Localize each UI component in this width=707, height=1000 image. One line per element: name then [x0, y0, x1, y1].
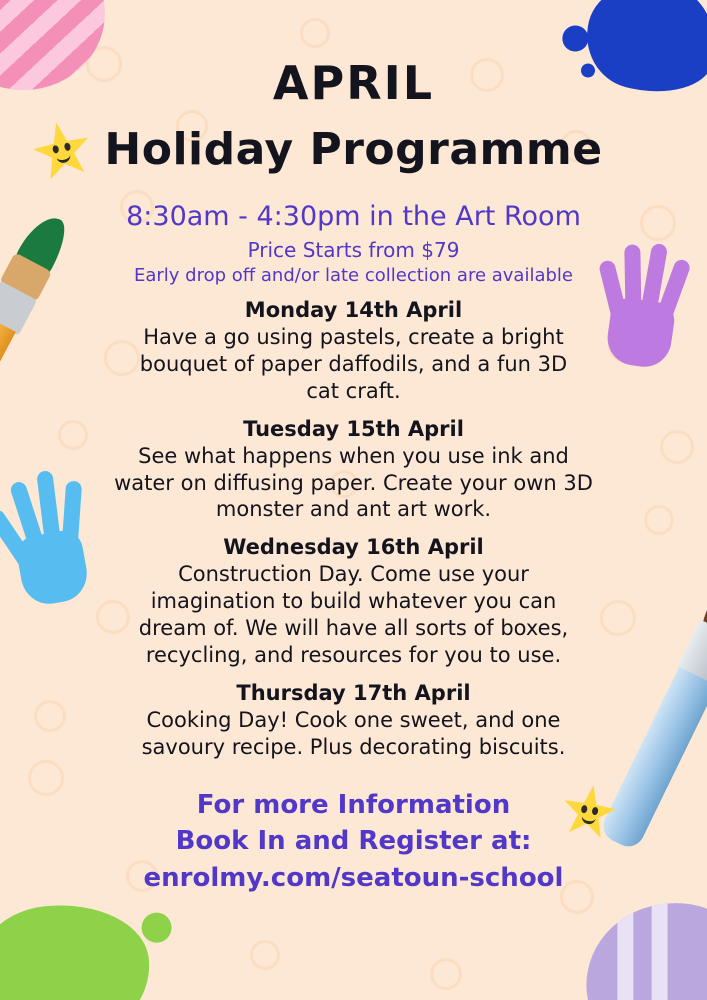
background-circle [430, 958, 462, 990]
day-description: Cooking Day! Cook one sweet, and one savoury recipe. Plus decorating biscuits. [141, 707, 566, 759]
day-title: Thursday 17th April [236, 680, 471, 705]
background-circle [250, 940, 280, 970]
footer-line-1: For more Information [196, 789, 511, 820]
green-paint-splat-icon [0, 896, 157, 1000]
purple-blob-icon [566, 883, 707, 1000]
programme-hours: 8:30am - 4:30pm in the Art Room [126, 201, 581, 232]
page-title-month: APRIL [272, 56, 435, 110]
schedule-day-item [42, 681, 665, 761]
page-title-main: Holiday Programme [104, 124, 603, 175]
day-description: Have a go using pastels, create a bright bouquet of paper daffodils, and a fun 3D cat craft. [139, 325, 568, 403]
day-description: See what happens when you use ink and water on diffusing paper. Create your own 3D monster and ant art work. [114, 443, 593, 522]
schedule-day-item [42, 298, 665, 405]
day-title: Wednesday 16th April [223, 535, 484, 560]
day-title: Tuesday 15th April [243, 416, 464, 441]
day-title: Monday 14th April [244, 298, 463, 322]
registration-link[interactable]: enrolmy.com/seatoun-school [143, 863, 564, 894]
programme-note: Early drop off and/or late collection are available [133, 265, 573, 286]
footer-line-2: Book In and Register at: [175, 826, 532, 857]
programme-price: Price Starts from $79 [247, 238, 460, 262]
footer-info [42, 787, 665, 898]
schedule-day-item [42, 535, 665, 669]
schedule-day-item [42, 417, 665, 524]
day-description: Construction Day. Come use your imagination to build whatever you can dream of. We will have all sorts of boxes, recycling, and resources for you to use. [138, 562, 569, 667]
